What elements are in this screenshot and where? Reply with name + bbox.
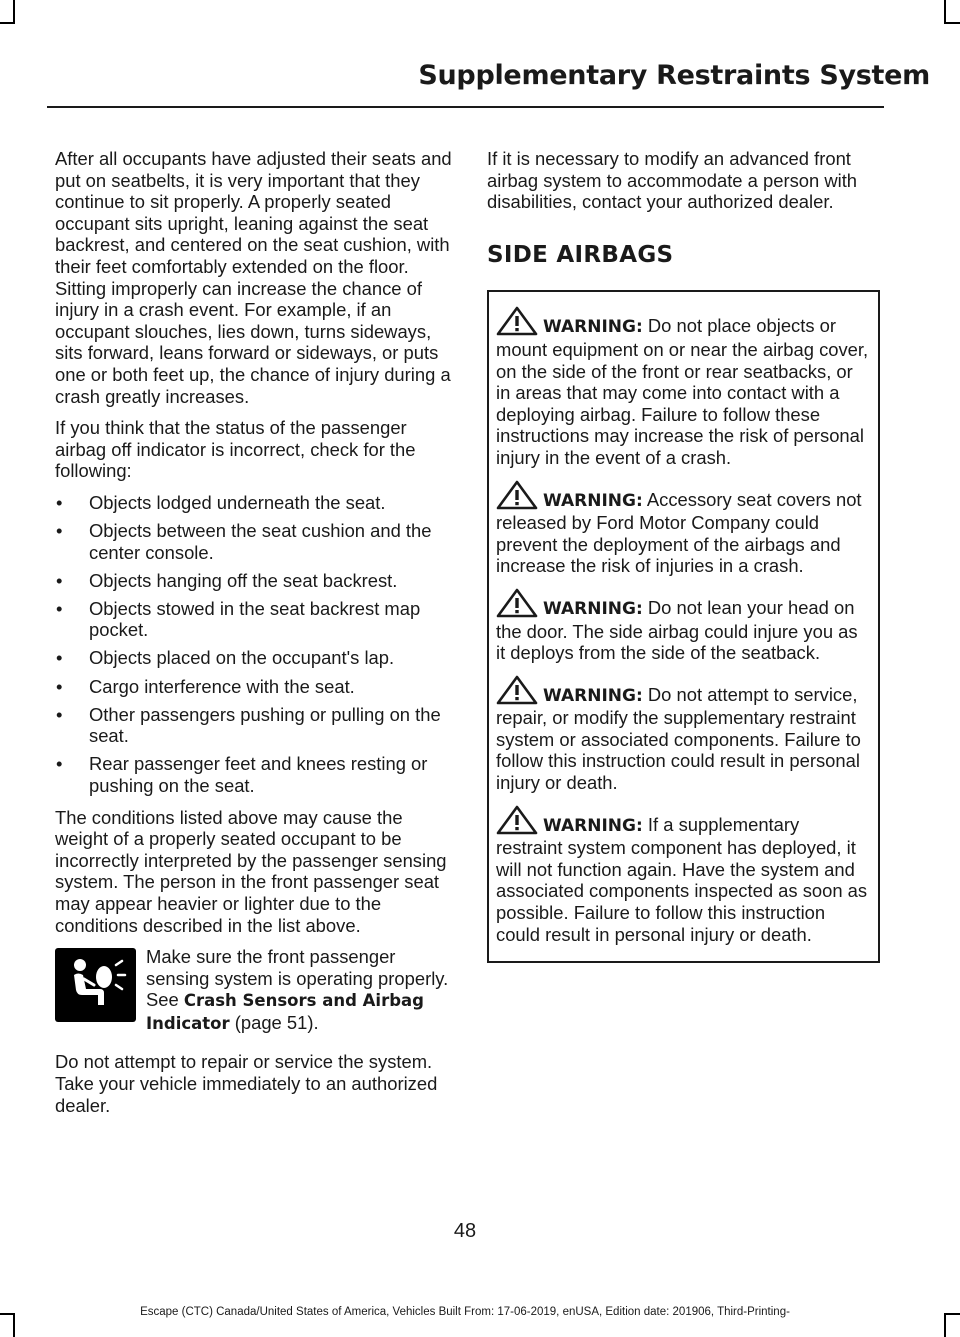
bullet: •: [56, 753, 63, 775]
warning-triangle-icon: [496, 480, 538, 510]
paragraph: The conditions listed above may cause the weight of a properly seated occupant to be incorrectly interpreted by the passenger sensing system. The person in the front passenger seat may appear heavier or lighter due to the conditions described in the list above.: [55, 806, 447, 936]
warning-item: WARNING: Do not attempt to service, repair, or modify the supplementary restraint system or associated components. Failure to follow this instruction could result in personal injury or death.: [496, 675, 870, 794]
list-item: • Other passengers pushing or pulling on the seat.: [56, 703, 441, 747]
bullet: •: [56, 647, 63, 669]
checklist: [55, 492, 455, 797]
airbag-occupant-icon: [55, 948, 136, 1022]
list-item: • Objects stowed in the seat backrest map pocket.: [56, 597, 421, 641]
list-item: • Objects lodged underneath the seat.: [56, 491, 386, 513]
bullet: •: [56, 675, 63, 697]
warning-item: WARNING: Accessory seat covers not released by Ford Motor Company could prevent the deployment of the airbags and increase the risk of injuries in a crash.: [496, 480, 870, 577]
bullet: •: [56, 491, 63, 513]
crop-mark: [0, 22, 15, 24]
list-item: • Objects hanging off the seat backrest.: [56, 569, 398, 591]
paragraph: If it is necessary to modify an advanced front airbag system to accommodate a person with disabilities, contact your authorized dealer.: [487, 148, 858, 213]
warning-item: WARNING: If a supplementary restraint system component has deployed, it will not function again. Have the system and associated components inspected as soon as possible. Failure to follow this instruction could result in personal injury or death.: [496, 805, 870, 946]
warning-triangle-icon: [496, 675, 538, 705]
warning-triangle-icon: [496, 306, 538, 336]
bullet: •: [56, 597, 63, 619]
sensing-system-note: Make sure the front passenger sensing system is operating properly. See Crash Sensors and Airbag Indicator (page 51).: [55, 946, 455, 1034]
paragraph: Do not attempt to repair or service the system. Take your vehicle immediately to an authorized dealer.: [55, 1051, 438, 1116]
header-divider: [47, 106, 884, 108]
paragraph: After all occupants have adjusted their seats and put on seatbelts, it is very important that they continue to sit properly. A properly seated occupant sits upright, leaning against the seat backrest, and centered on the seat cushion, with their feet comfortably extended on the floor. Sitting improperly can increase the chance of injury in a crash event. For example, if an occupant slouches, lies down, turns sideways, sits forward, leans forward or sideways, or puts one or both feet up, the chance of injury during a crash greatly increases.: [55, 148, 452, 407]
list-item: • Cargo interference with the seat.: [56, 675, 355, 697]
list-item: • Objects between the seat cushion and the center console.: [56, 520, 432, 563]
cross-reference-link[interactable]: Crash Sensors and Airbag Indicator: [146, 991, 424, 1033]
page-title: Supplementary Restraints System: [418, 60, 930, 91]
bullet: •: [56, 520, 63, 541]
crop-mark: [944, 1313, 960, 1315]
crop-mark: [944, 0, 946, 24]
warning-item: WARNING: Do not place objects or mount equipment on or near the airbag cover, on the side of the front or rear seatbacks, or in areas that may come into contact with a deploying airbag. Failure to follow these instructions may increase the risk of personal injury in the event of a crash.: [496, 306, 870, 468]
section-heading: SIDE AIRBAGS: [487, 241, 674, 268]
crop-mark: [13, 0, 15, 24]
warning-triangle-icon: [496, 805, 538, 835]
page-number: 48: [453, 1220, 477, 1242]
crop-mark: [944, 1313, 946, 1337]
paragraph: If you think that the status of the passenger airbag off indicator is incorrect, check for the following:: [55, 417, 416, 482]
list-item: • Objects placed on the occupant's lap.: [56, 647, 395, 669]
warning-triangle-icon: [496, 588, 538, 618]
left-column: [55, 148, 455, 1126]
warning-item: WARNING: Do not lean your head on the door. The side airbag could injure you as it deploys from the side of the seatback.: [496, 588, 870, 664]
list-item: • Rear passenger feet and knees resting or pushing on the seat.: [56, 753, 428, 796]
right-column: [487, 148, 877, 963]
bullet: •: [56, 703, 63, 725]
bullet: •: [56, 569, 63, 591]
warning-box: [487, 290, 880, 963]
footer-text: Escape (CTC) Canada/United States of America, Vehicles Built From: 17-06-2019, enUSA, Edition date: 201906, Third-Printing-: [140, 1306, 790, 1318]
crop-mark: [944, 22, 960, 24]
